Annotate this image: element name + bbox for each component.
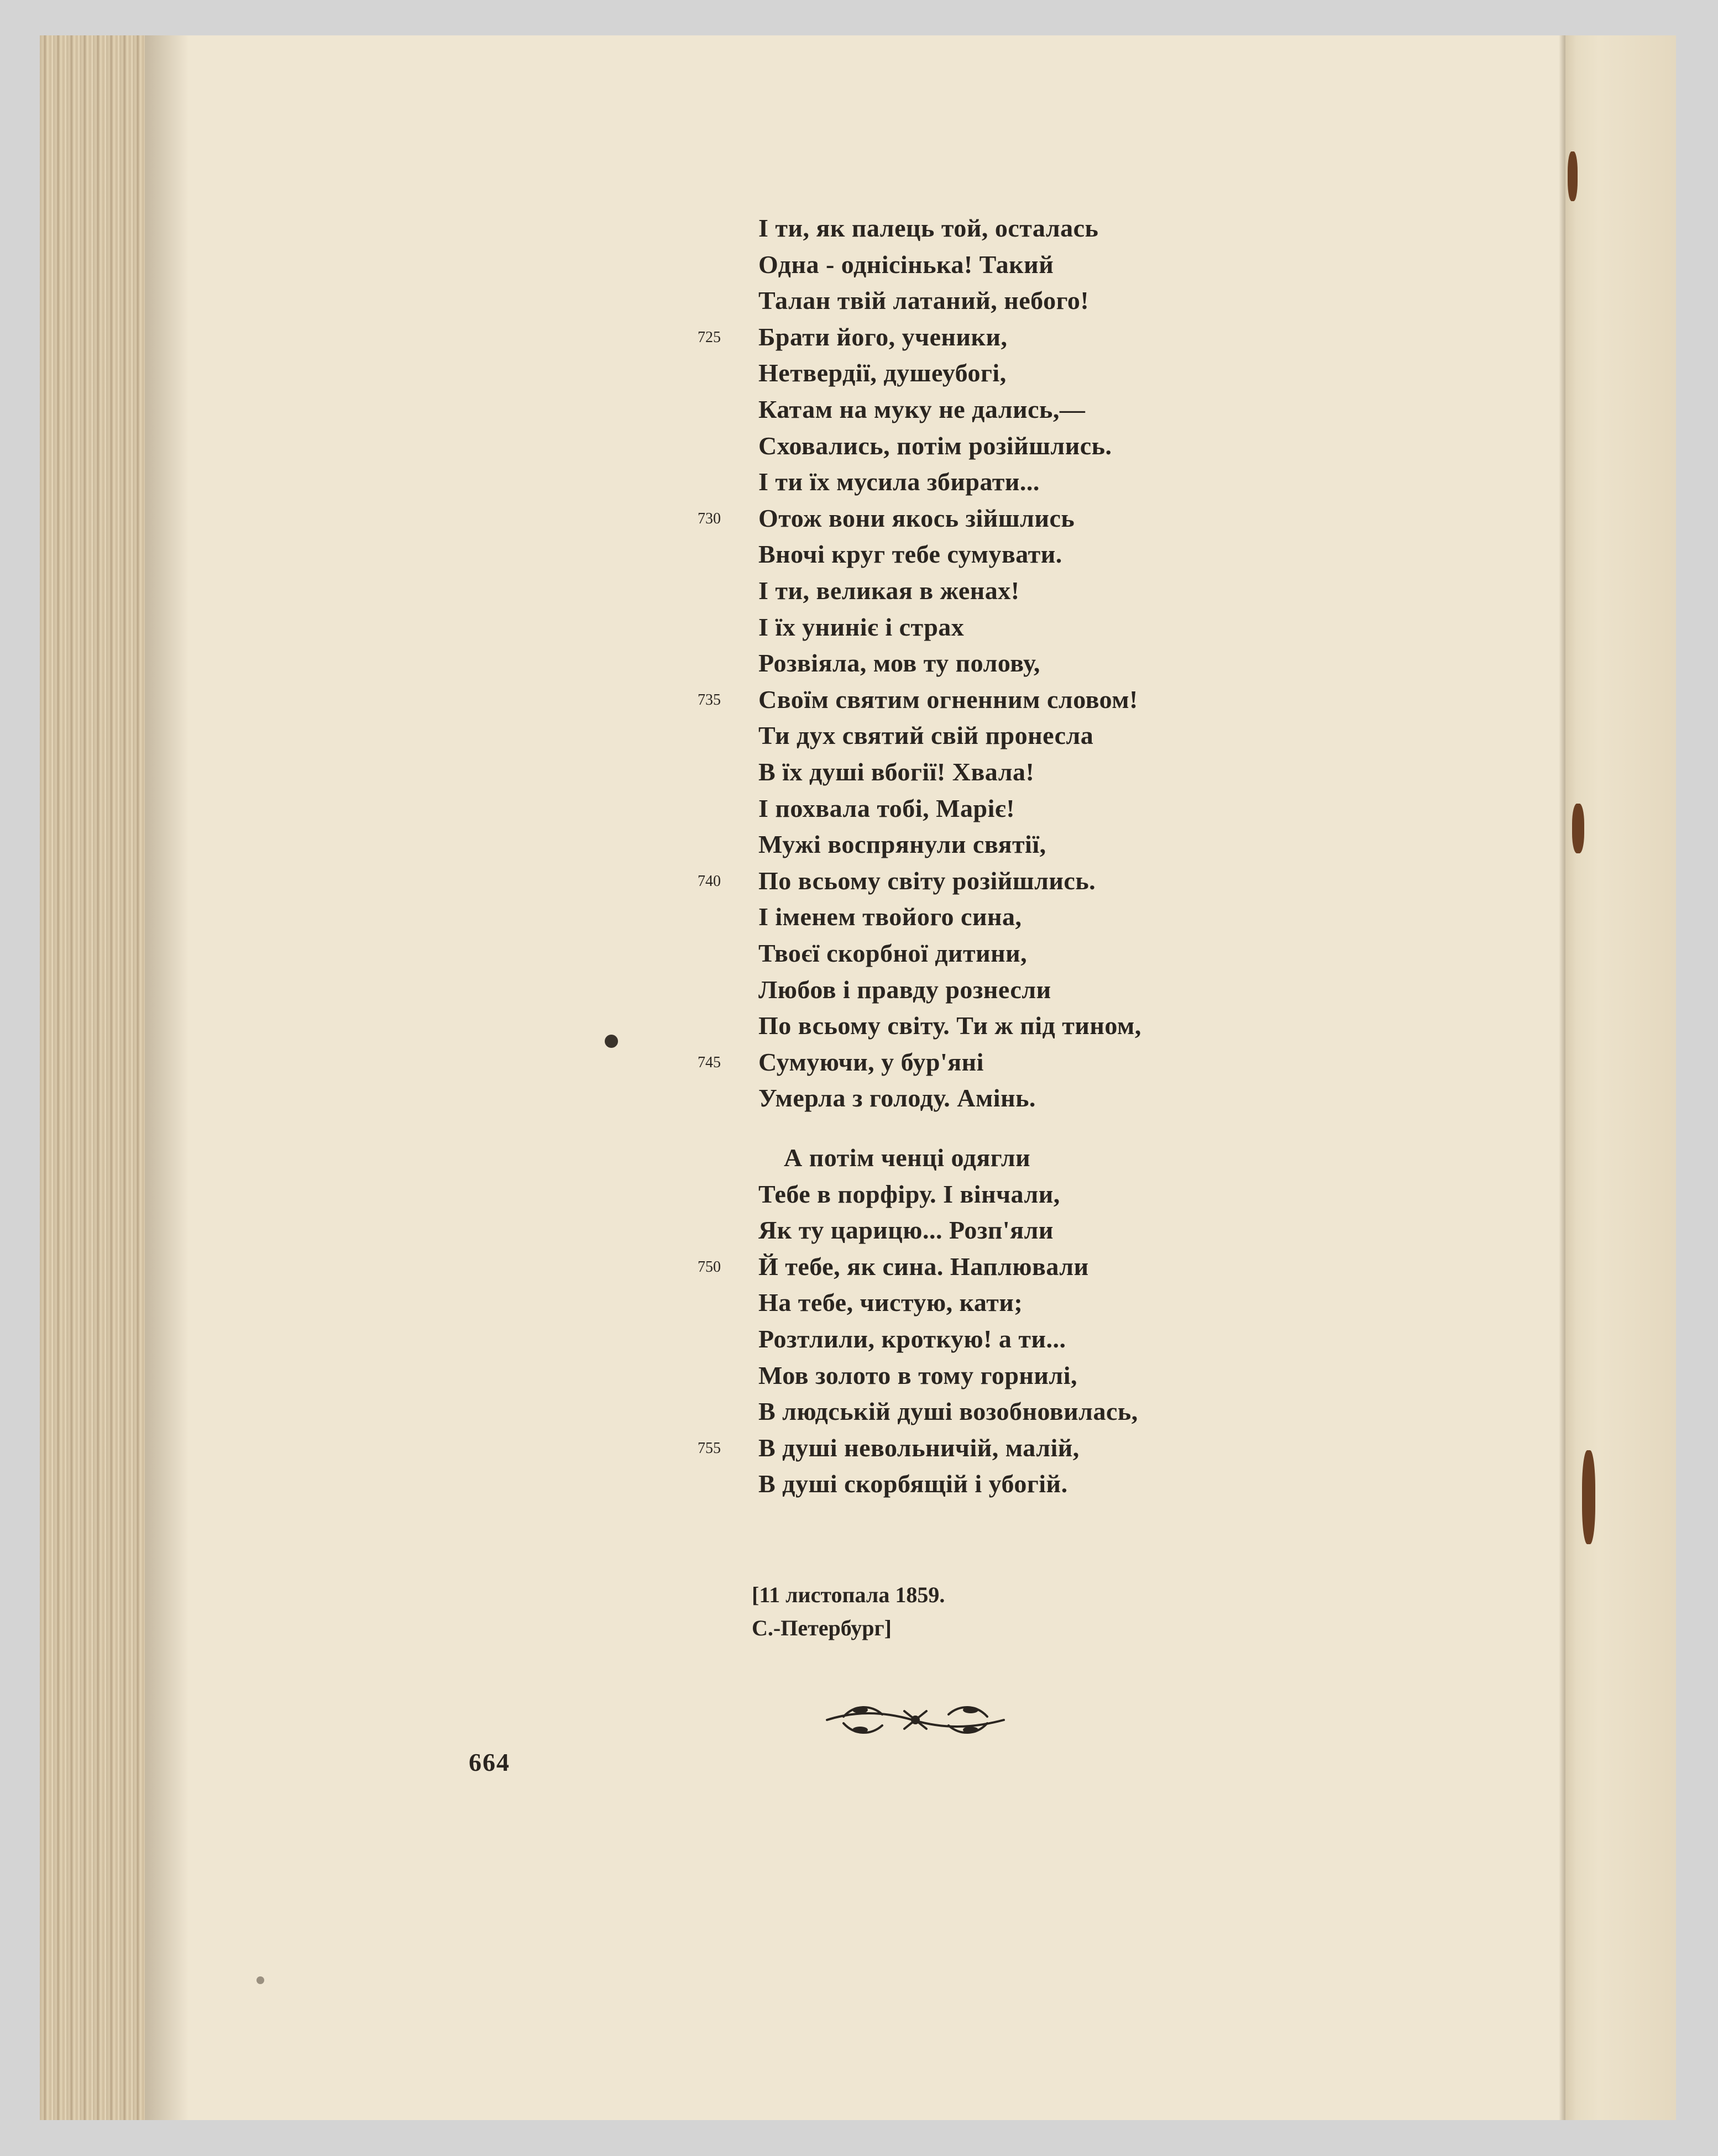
poem-line: Мов золото в тому горнилі, <box>758 1361 1078 1389</box>
poem-line: Й тебе, як сина. Наплювали <box>758 1252 1089 1281</box>
line-number: 725 <box>698 329 721 346</box>
ink-speck <box>256 1976 264 1984</box>
poem-line: Талан твій латаний, небого! <box>758 286 1090 314</box>
poem-line: По всьому світу. Ти ж під тином, <box>758 1011 1141 1040</box>
line-number: 740 <box>698 873 721 890</box>
poem-line: По всьому світу розійшлись. <box>758 867 1096 895</box>
poem-line: Нетвердії, душеубогі, <box>758 359 1007 387</box>
poem-line: Вночі круг тебе сумувати. <box>758 540 1062 568</box>
binding-stain <box>1582 1450 1595 1544</box>
place-line: С.-Петербург] <box>752 1615 892 1640</box>
binding-stain <box>1572 804 1584 853</box>
poem-line: Своїм святим огненним словом! <box>758 685 1138 714</box>
poem-line: Любов і правду рознесли <box>758 975 1051 1004</box>
poem-line: Твоєї скорбної дитини, <box>758 939 1028 967</box>
poem-line: Сумуючи, у бур'яні <box>758 1048 984 1076</box>
ink-speck <box>605 1035 618 1048</box>
poem-line: Брати його, ученики, <box>758 323 1008 351</box>
line-number: 755 <box>698 1440 721 1457</box>
poem-line: Сховались, потім розійшлись. <box>758 432 1112 460</box>
facing-page-edge <box>1565 35 1676 2120</box>
binding-stain <box>1568 151 1578 201</box>
poem-line: Розтлили, кроткую! а ти... <box>758 1325 1066 1353</box>
line-number: 750 <box>698 1258 721 1276</box>
poem-line: Мужі воспрянули святії, <box>758 830 1046 858</box>
poem-line: І похвала тобі, Маріє! <box>758 794 1015 822</box>
poem-line: І іменем твойого сина, <box>758 903 1022 931</box>
line-number: 730 <box>698 510 721 527</box>
line-number: 735 <box>698 691 721 709</box>
poem-line: В людській душі возобновилась, <box>758 1397 1138 1425</box>
date-line: [11 листопала 1859. <box>752 1582 945 1607</box>
poem-line: Ти дух святий свій пронесла <box>758 721 1094 749</box>
poem-line: В душі невольничій, малій, <box>758 1434 1080 1462</box>
poem-line: Умерла з голоду. Амінь. <box>758 1084 1036 1112</box>
poem-line: В їх душі вбогії! Хвала! <box>758 758 1035 786</box>
poem-line: І їх униніє і страх <box>758 613 965 641</box>
poem-line: Як ту царицю... Розп'яли <box>758 1216 1054 1244</box>
poem-line: Розвіяла, мов ту полову, <box>758 649 1040 677</box>
poem-line: Одна - однісінька! Такий <box>758 250 1054 279</box>
poem-line: Катам на муку не дались,— <box>758 395 1086 423</box>
gutter-shadow <box>145 35 189 2120</box>
poem-line: В душі скорбящій і убогій. <box>758 1470 1068 1498</box>
poem-line: І ти, як палець той, осталась <box>758 214 1099 242</box>
book-gutter <box>40 35 145 2120</box>
poem-line: І ти їх мусила збирати... <box>758 468 1040 496</box>
poem-line: На тебе, чистую, кати; <box>758 1288 1023 1316</box>
poem-line: Отож вони якось зійшлись <box>758 504 1075 532</box>
tailpiece-ornament <box>821 1695 1009 1744</box>
page-number: 664 <box>469 1748 510 1776</box>
poem-line: Тебе в порфіру. І вінчали, <box>758 1180 1060 1208</box>
line-number: 745 <box>698 1054 721 1071</box>
poem-line: І ти, великая в женах! <box>758 576 1020 605</box>
poem-line: А потім ченці одягли <box>784 1143 1031 1172</box>
